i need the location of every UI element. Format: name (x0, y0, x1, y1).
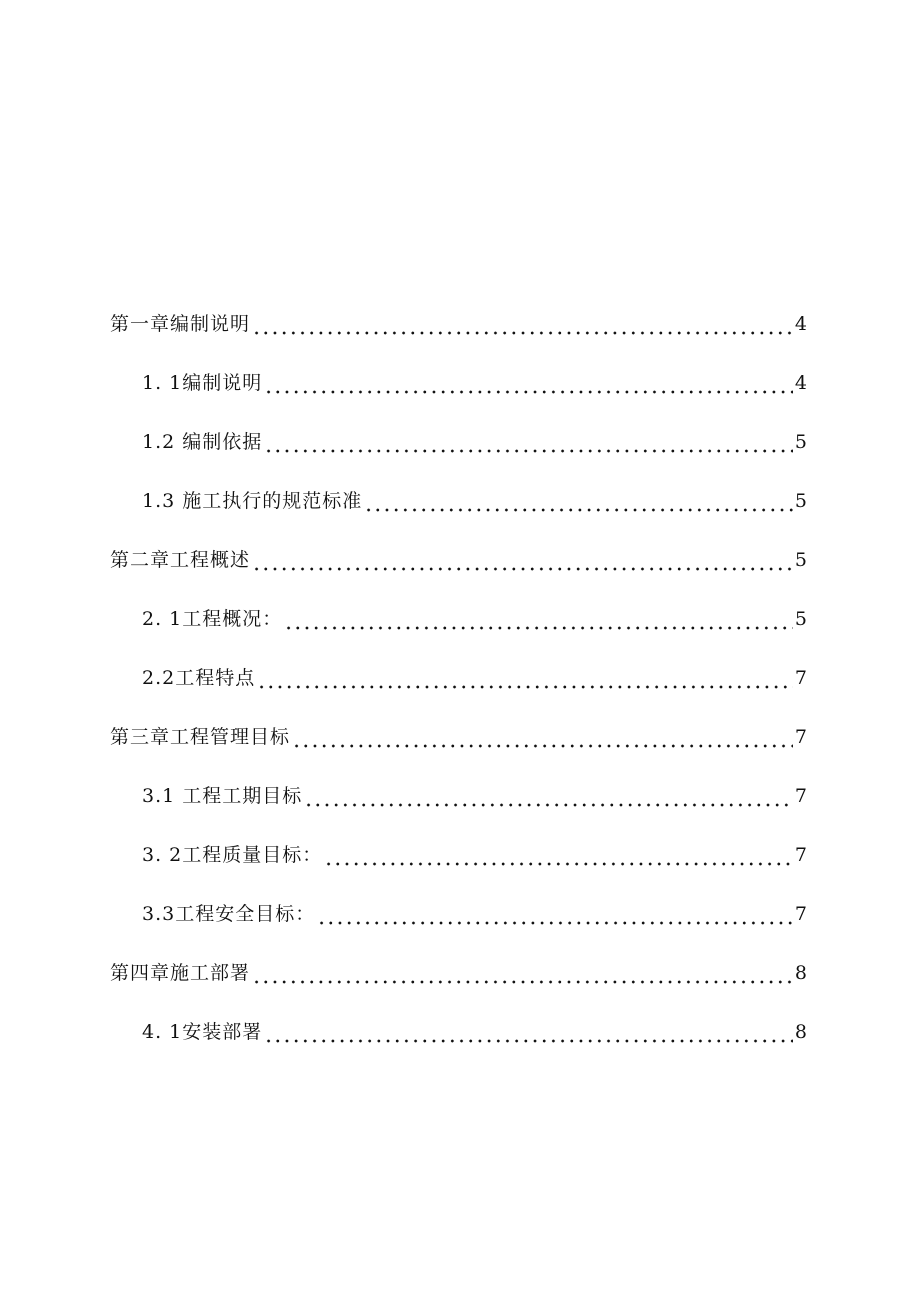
dot-leader (257, 666, 793, 690)
toc-entry-section-3-3[interactable] (142, 896, 807, 926)
toc-entry-section-3-1[interactable] (142, 778, 807, 808)
toc-entry-section-1-1[interactable] (142, 365, 807, 395)
toc-entry-chapter-2[interactable] (110, 542, 807, 572)
dot-leader (292, 725, 793, 749)
toc-entry-page-number: 5 (794, 431, 807, 453)
toc-entry-label: 1.3 施工执行的规范标准 (142, 490, 363, 512)
dot-leader (304, 784, 793, 808)
dot-leader (252, 548, 793, 572)
toc-entry-label: 3.1 工程工期目标 (142, 785, 303, 807)
toc-entry-section-2-2[interactable] (142, 660, 807, 690)
dot-leader (364, 489, 793, 513)
toc-entry-label: 2. 1工程概况： (142, 608, 283, 630)
toc-entry-page-number: 5 (794, 549, 807, 571)
toc-entry-section-2-1[interactable] (142, 601, 807, 631)
toc-entry-label: 1. 1编制说明 (142, 372, 263, 394)
dot-leader (252, 312, 793, 336)
toc-entry-page-number: 5 (794, 490, 807, 512)
dot-leader (252, 961, 793, 985)
toc-entry-page-number: 7 (794, 667, 807, 689)
toc-entry-section-3-2[interactable] (142, 837, 807, 867)
toc-entry-label: 1.2 编制依据 (142, 431, 263, 453)
toc-entry-label: 4. 1安装部署 (142, 1021, 263, 1043)
toc-entry-section-1-3[interactable] (142, 483, 807, 513)
toc-entry-page-number: 7 (794, 844, 807, 866)
toc-entry-section-4-1[interactable] (142, 1014, 807, 1044)
toc-entry-chapter-3[interactable] (110, 719, 807, 749)
toc-entry-label: 第四章施工部署 (110, 962, 251, 984)
toc-entry-label: 3. 2工程质量目标： (142, 844, 323, 866)
toc-entry-page-number: 8 (794, 1021, 807, 1043)
toc-entry-page-number: 7 (794, 726, 807, 748)
toc-entry-page-number: 4 (794, 372, 807, 394)
toc-entry-chapter-1[interactable] (110, 306, 807, 336)
toc-entry-page-number: 7 (794, 903, 807, 925)
dot-leader (284, 607, 793, 631)
toc-entry-section-1-2[interactable] (142, 424, 807, 454)
toc-entry-label: 第二章工程概述 (110, 549, 251, 571)
toc-entry-page-number: 7 (794, 785, 807, 807)
toc-entry-page-number: 8 (794, 962, 807, 984)
toc-entry-label: 2.2工程特点 (142, 667, 256, 689)
toc-entry-page-number: 5 (794, 608, 807, 630)
dot-leader (317, 902, 793, 926)
toc-entry-page-number: 4 (794, 313, 807, 335)
dot-leader (264, 430, 793, 454)
toc-entry-chapter-4[interactable] (110, 955, 807, 985)
dot-leader (264, 371, 793, 395)
toc-entry-label: 3.3工程安全目标： (142, 903, 316, 925)
dot-leader (324, 843, 793, 867)
toc-entry-label: 第三章工程管理目标 (110, 726, 291, 748)
dot-leader (264, 1020, 793, 1044)
toc-entry-label: 第一章编制说明 (110, 313, 251, 335)
